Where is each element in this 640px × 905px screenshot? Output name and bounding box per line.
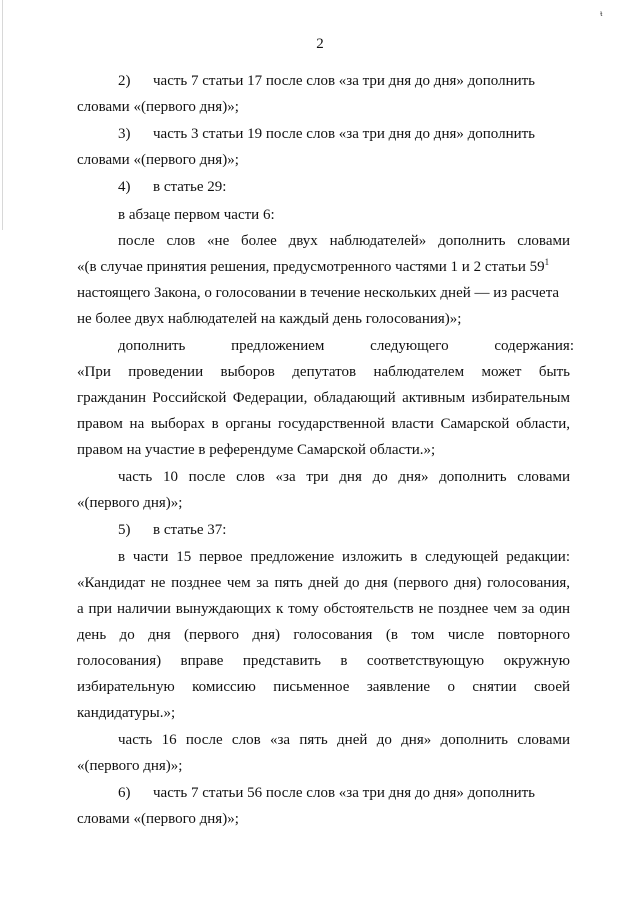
item-number-5: 5) — [118, 522, 131, 538]
item-number-4: 4) — [118, 179, 131, 195]
item-3-line2: словами «(первого дня)»; — [77, 152, 239, 168]
item-3-line1: часть 3 статьи 19 после слов «за три дня до дня» дополнить — [153, 126, 536, 142]
paragraph-29a-line2 — [77, 258, 570, 276]
paragraph-29b-line2: «При проведении выборов депутатов наблюдателем может быть — [77, 364, 570, 380]
paragraph-37b-line1: часть 16 после слов «за пять дней до дня» дополнить словами — [118, 732, 570, 748]
item-6-line2: словами «(первого дня)»; — [77, 811, 239, 827]
paragraph-37a-line5: голосования) вправе представить в соответствующую окружную — [77, 653, 570, 669]
item-number-2: 2) — [118, 73, 131, 89]
page-number: 2 — [316, 36, 324, 52]
paragraph-part6: в абзаце первом части 6: — [118, 207, 275, 223]
paragraph-37a-line6: избирательную комиссию письменное заявление о снятии своей — [77, 679, 570, 695]
paragraph-29c-line2: «(первого дня)»; — [77, 495, 183, 511]
paragraph-29a-line3: настоящего Закона, о голосовании в течение нескольких дней — из расчета — [77, 285, 560, 301]
paragraph-37b-line2: «(первого дня)»; — [77, 758, 183, 774]
paragraph-37a-line3: а при наличии вынуждающих к тому обстоятельств не позднее чем за один — [77, 601, 570, 617]
paragraph-37a-line1: в части 15 первое предложение изложить в следующей редакции: — [118, 549, 570, 565]
paragraph-37a-line2: «Кандидат не позднее чем за пять дней до дня (первого дня) голосования, — [77, 575, 570, 591]
item-4-text: в статье 29: — [153, 179, 227, 195]
paragraph-29b-line3: гражданин Российской Федерации, обладающий активным избирательным — [77, 390, 570, 406]
paragraph-29b-line5: правом на участие в референдуме Самарской области.»; — [77, 442, 436, 458]
corner-mark: ᵼ — [600, 8, 603, 18]
paragraph-29b-line1: дополнить предложением следующего содержания: — [118, 338, 574, 354]
paragraph-29b-line4: правом на выборах в органы государственной власти Самарской области, — [77, 416, 570, 432]
item-2-line2: словами «(первого дня)»; — [77, 99, 239, 115]
item-5-text: в статье 37: — [153, 522, 227, 538]
superscript-1: 1 — [544, 257, 550, 267]
paragraph-37a-line7: кандидатуры.»; — [77, 705, 176, 721]
paragraph-29a-line4: не более двух наблюдателей на каждый день голосования)»; — [77, 311, 462, 327]
paragraph-29c-line1: часть 10 после слов «за три дня до дня» дополнить словами — [118, 469, 570, 485]
paragraph-29a-line1: после слов «не более двух наблюдателей» дополнить словами — [118, 233, 570, 249]
paragraph-29a-line2-text: «(в случае принятия решения, предусмотренного частями 1 и 2 статьи 59 — [77, 259, 545, 275]
item-number-6: 6) — [118, 785, 131, 801]
item-number-3: 3) — [118, 126, 131, 142]
item-6-line1: часть 7 статьи 56 после слов «за три дня до дня» дополнить — [153, 785, 536, 801]
item-2-line1: часть 7 статьи 17 после слов «за три дня до дня» дополнить — [153, 73, 536, 89]
scan-edge-line — [2, 0, 3, 230]
paragraph-37a-line4: день до дня (первого дня) голосования (в том числе повторного — [77, 627, 570, 643]
